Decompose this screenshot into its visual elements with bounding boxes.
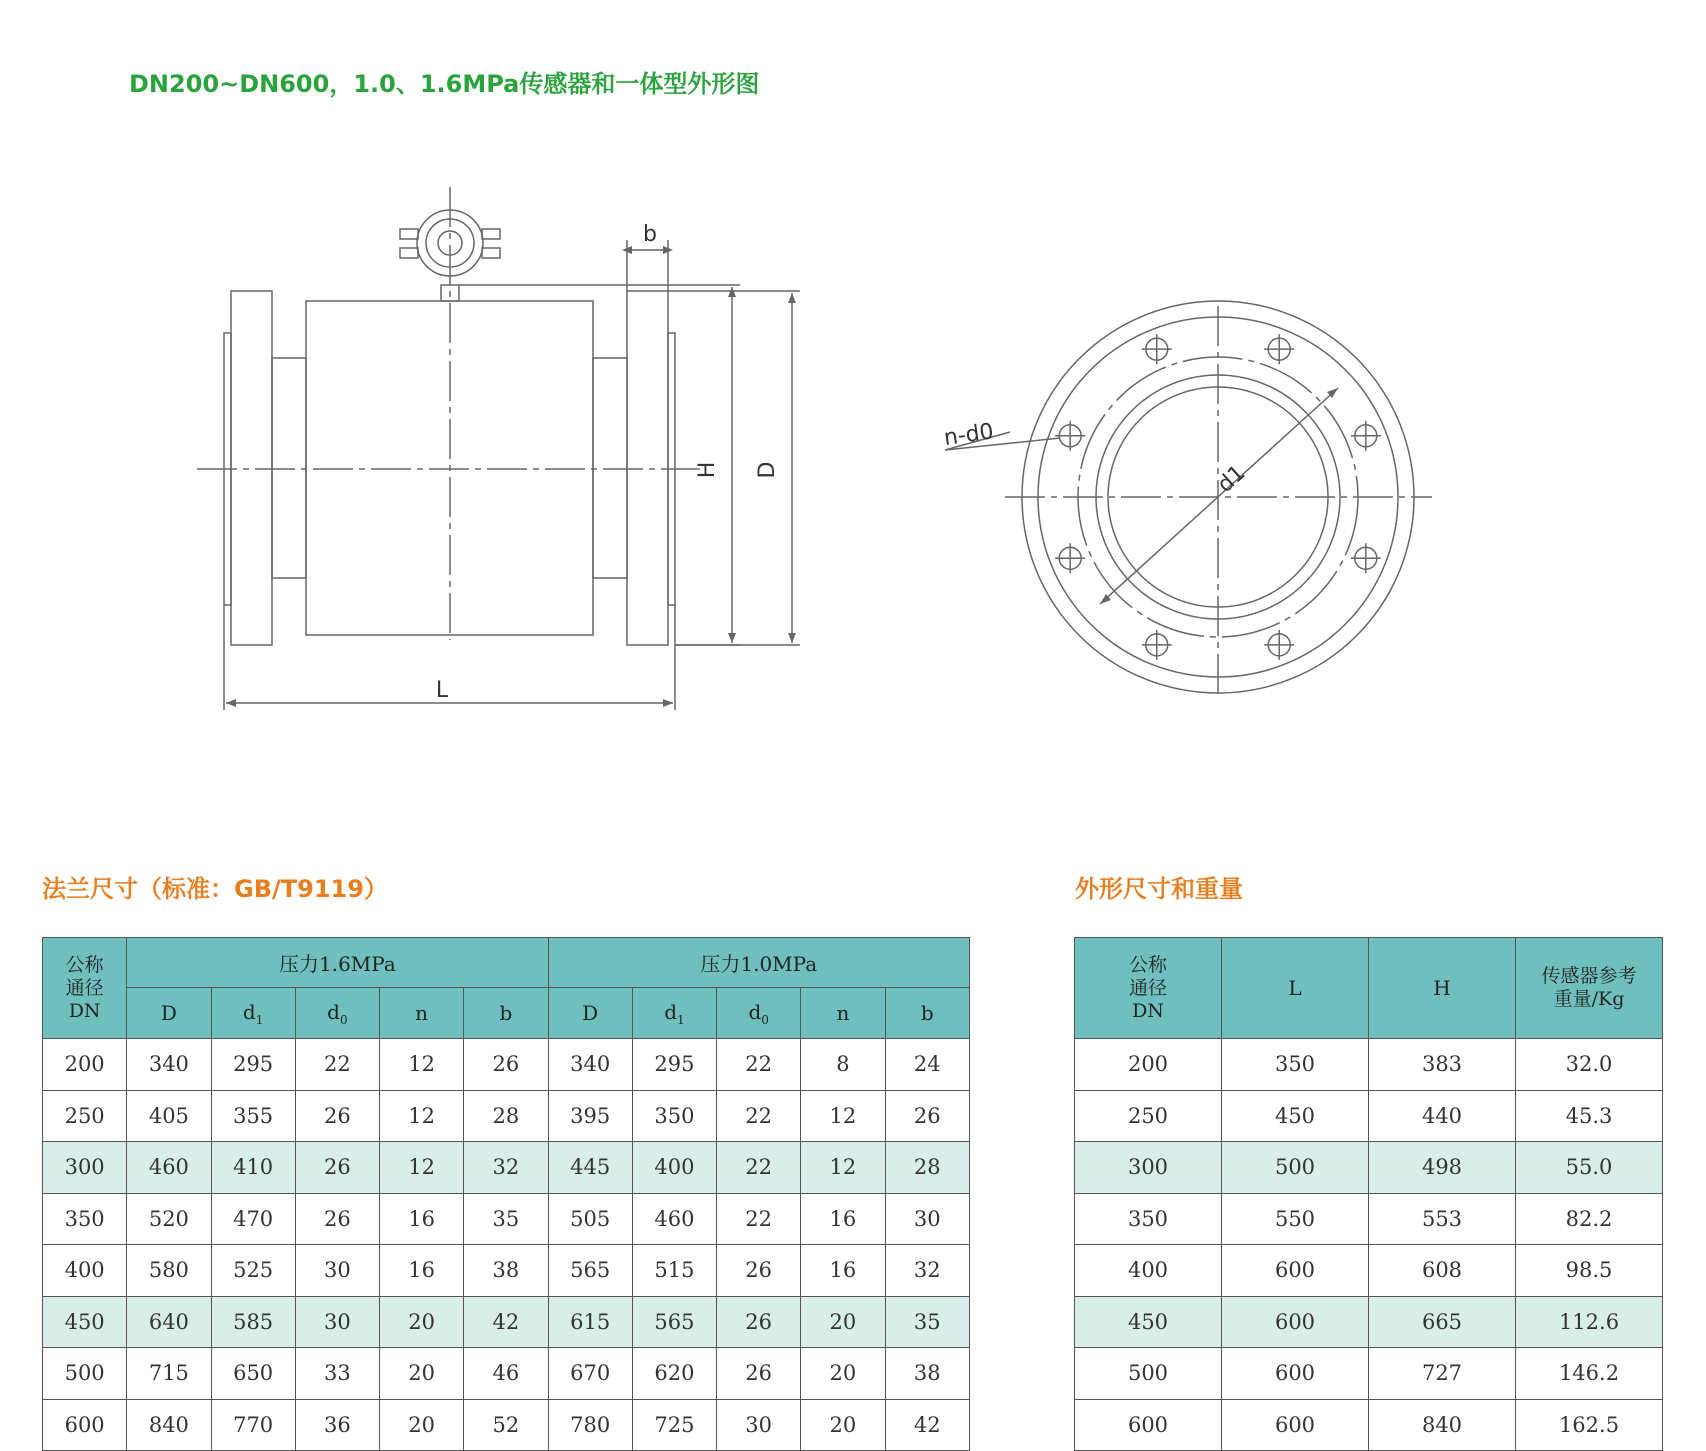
table-cell: 20 (801, 1399, 885, 1451)
table-cell: 640 (127, 1296, 211, 1348)
table-cell: 600 (1222, 1296, 1369, 1348)
group-header-16: 压力1.6MPa (127, 938, 548, 988)
table-cell: 460 (127, 1142, 211, 1194)
table-row (43, 1142, 970, 1194)
col-header-b: b (464, 988, 548, 1039)
table-cell: 650 (211, 1348, 295, 1400)
table-cell: 12 (380, 1090, 464, 1142)
table-row (43, 1039, 970, 1091)
table-cell: 550 (1222, 1193, 1369, 1245)
group-header-10: 压力1.0MPa (548, 938, 969, 988)
table-cell: 505 (548, 1193, 632, 1245)
table-cell: 450 (1222, 1090, 1369, 1142)
table-cell: 405 (127, 1090, 211, 1142)
label-L: L (435, 678, 449, 703)
table-cell: 16 (801, 1193, 885, 1245)
table-cell: 12 (801, 1142, 885, 1194)
table-cell: 620 (632, 1348, 716, 1400)
dn-header: 公称 通径 DN (1075, 938, 1222, 1039)
flange-table-body (43, 1039, 970, 1451)
col-header-b: b (885, 988, 969, 1039)
table-row (1075, 1090, 1663, 1142)
table-cell: 553 (1369, 1193, 1516, 1245)
dimension-section-title: 外形尺寸和重量 (1075, 875, 1243, 903)
dimension-table-body (1075, 1039, 1663, 1451)
table-cell: 22 (717, 1142, 801, 1194)
table-cell: 840 (127, 1399, 211, 1451)
table-cell: 38 (464, 1245, 548, 1297)
table-cell: 615 (548, 1296, 632, 1348)
table-cell: 35 (464, 1193, 548, 1245)
table-cell: 515 (632, 1245, 716, 1297)
label-D: D (755, 461, 780, 479)
label-n-d0: n-d0 (942, 419, 996, 451)
table-cell: 840 (1369, 1399, 1516, 1451)
table-cell: 46 (464, 1348, 548, 1400)
col-header-d0: $d_0$ (295, 988, 379, 1039)
flange-section-title: 法兰尺寸（标准：GB/T9119） (42, 875, 388, 903)
table-row (1075, 1399, 1663, 1451)
table-cell: 600 (1222, 1399, 1369, 1451)
table-cell: 16 (380, 1193, 464, 1245)
col-header-d1: $d_1$ (632, 988, 716, 1039)
table-cell: 35 (885, 1296, 969, 1348)
table-cell: 162.5 (1516, 1399, 1663, 1451)
table-cell: 22 (717, 1193, 801, 1245)
table-cell: 350 (632, 1090, 716, 1142)
table-cell: 12 (380, 1039, 464, 1091)
weight-header: 传感器参考 重量/Kg (1516, 938, 1663, 1039)
table-cell: 450 (43, 1296, 127, 1348)
col-header-n: n (801, 988, 885, 1039)
table-cell: 20 (801, 1348, 885, 1400)
table-cell: 665 (1369, 1296, 1516, 1348)
table-cell: 42 (464, 1296, 548, 1348)
table-cell: 12 (380, 1142, 464, 1194)
table-cell: 525 (211, 1245, 295, 1297)
table-cell: 565 (548, 1245, 632, 1297)
table-cell: 55.0 (1516, 1142, 1663, 1194)
table-cell: 26 (717, 1348, 801, 1400)
table-cell: 600 (43, 1399, 127, 1451)
table-cell: 470 (211, 1193, 295, 1245)
table-cell: 500 (1075, 1348, 1222, 1400)
table-row (1075, 1039, 1663, 1091)
table-cell: 600 (1222, 1348, 1369, 1400)
table-cell: 350 (1222, 1039, 1369, 1091)
table-cell: 26 (717, 1296, 801, 1348)
table-cell: 26 (464, 1039, 548, 1091)
table-cell: 500 (43, 1348, 127, 1400)
table-cell: 28 (885, 1142, 969, 1194)
table-cell: 410 (211, 1142, 295, 1194)
table-cell: 340 (127, 1039, 211, 1091)
table-cell: 250 (1075, 1090, 1222, 1142)
table-cell: 30 (885, 1193, 969, 1245)
table-cell: 8 (801, 1039, 885, 1091)
table-cell: 770 (211, 1399, 295, 1451)
table-cell: 355 (211, 1090, 295, 1142)
col-header-D: D (548, 988, 632, 1039)
page-title: DN200~DN600，1.0、1.6MPa传感器和一体型外形图 (129, 70, 760, 98)
table-cell: 350 (43, 1193, 127, 1245)
table-row (1075, 1296, 1663, 1348)
col-header-d1: $d_1$ (211, 988, 295, 1039)
table-cell: 146.2 (1516, 1348, 1663, 1400)
table-row (43, 1348, 970, 1400)
table-cell: 565 (632, 1296, 716, 1348)
table-cell: 22 (717, 1090, 801, 1142)
label-d1: d1 (1212, 460, 1251, 498)
table-cell: 33 (295, 1348, 379, 1400)
table-cell: 30 (717, 1399, 801, 1451)
flange-table (42, 937, 970, 1451)
table-cell: 400 (1075, 1245, 1222, 1297)
table-cell: 295 (632, 1039, 716, 1091)
table-cell: 42 (885, 1399, 969, 1451)
table-cell: 22 (295, 1039, 379, 1091)
label-b: b (643, 222, 657, 247)
table-cell: 250 (43, 1090, 127, 1142)
dn-header: 公称 通径 DN (43, 938, 127, 1039)
table-cell: 498 (1369, 1142, 1516, 1194)
dimension-table (1074, 937, 1663, 1451)
table-cell: 24 (885, 1039, 969, 1091)
table-cell: 400 (632, 1142, 716, 1194)
table-cell: 715 (127, 1348, 211, 1400)
table-cell: 727 (1369, 1348, 1516, 1400)
table-cell: 26 (295, 1090, 379, 1142)
table-cell: 20 (801, 1296, 885, 1348)
table-cell: 36 (295, 1399, 379, 1451)
table-cell: 400 (43, 1245, 127, 1297)
col-header-D: D (127, 988, 211, 1039)
table-cell: 45.3 (1516, 1090, 1663, 1142)
table-cell: 300 (1075, 1142, 1222, 1194)
table-row (43, 1193, 970, 1245)
table-cell: 30 (295, 1245, 379, 1297)
table-row (43, 1245, 970, 1297)
table-cell: 500 (1222, 1142, 1369, 1194)
table-row (43, 1090, 970, 1142)
table-cell: 32 (464, 1142, 548, 1194)
table-cell: 52 (464, 1399, 548, 1451)
table-cell: 32 (885, 1245, 969, 1297)
label-H: H (695, 461, 720, 479)
table-cell: 26 (717, 1245, 801, 1297)
table-cell: 26 (295, 1142, 379, 1194)
table-row (1075, 1348, 1663, 1400)
table-cell: 395 (548, 1090, 632, 1142)
table-row (1075, 1193, 1663, 1245)
table-cell: 82.2 (1516, 1193, 1663, 1245)
table-cell: 600 (1222, 1245, 1369, 1297)
table-cell: 20 (380, 1348, 464, 1400)
table-cell: 460 (632, 1193, 716, 1245)
table-cell: 32.0 (1516, 1039, 1663, 1091)
table-cell: 200 (1075, 1039, 1222, 1091)
col-header-H: H (1369, 938, 1516, 1039)
table-cell: 295 (211, 1039, 295, 1091)
table-row (43, 1399, 970, 1451)
table-cell: 580 (127, 1245, 211, 1297)
table-cell: 12 (801, 1090, 885, 1142)
table-cell: 445 (548, 1142, 632, 1194)
table-cell: 22 (717, 1039, 801, 1091)
table-cell: 112.6 (1516, 1296, 1663, 1348)
table-cell: 440 (1369, 1090, 1516, 1142)
front-view (945, 301, 1432, 700)
table-cell: 725 (632, 1399, 716, 1451)
table-row (1075, 1142, 1663, 1194)
table-cell: 26 (295, 1193, 379, 1245)
table-cell: 26 (885, 1090, 969, 1142)
table-cell: 780 (548, 1399, 632, 1451)
table-cell: 350 (1075, 1193, 1222, 1245)
table-cell: 670 (548, 1348, 632, 1400)
table-cell: 20 (380, 1296, 464, 1348)
table-cell: 383 (1369, 1039, 1516, 1091)
table-cell: 28 (464, 1090, 548, 1142)
table-cell: 38 (885, 1348, 969, 1400)
table-cell: 200 (43, 1039, 127, 1091)
table-cell: 608 (1369, 1245, 1516, 1297)
table-cell: 300 (43, 1142, 127, 1194)
col-header-L: L (1222, 938, 1369, 1039)
table-row (43, 1296, 970, 1348)
table-row (1075, 1245, 1663, 1297)
table-cell: 20 (380, 1399, 464, 1451)
col-header-n: n (380, 988, 464, 1039)
table-cell: 98.5 (1516, 1245, 1663, 1297)
table-cell: 30 (295, 1296, 379, 1348)
table-cell: 340 (548, 1039, 632, 1091)
table-cell: 600 (1075, 1399, 1222, 1451)
table-cell: 520 (127, 1193, 211, 1245)
table-cell: 16 (801, 1245, 885, 1297)
side-view (197, 187, 800, 710)
table-cell: 585 (211, 1296, 295, 1348)
col-header-d0: $d_0$ (717, 988, 801, 1039)
table-cell: 16 (380, 1245, 464, 1297)
table-cell: 450 (1075, 1296, 1222, 1348)
